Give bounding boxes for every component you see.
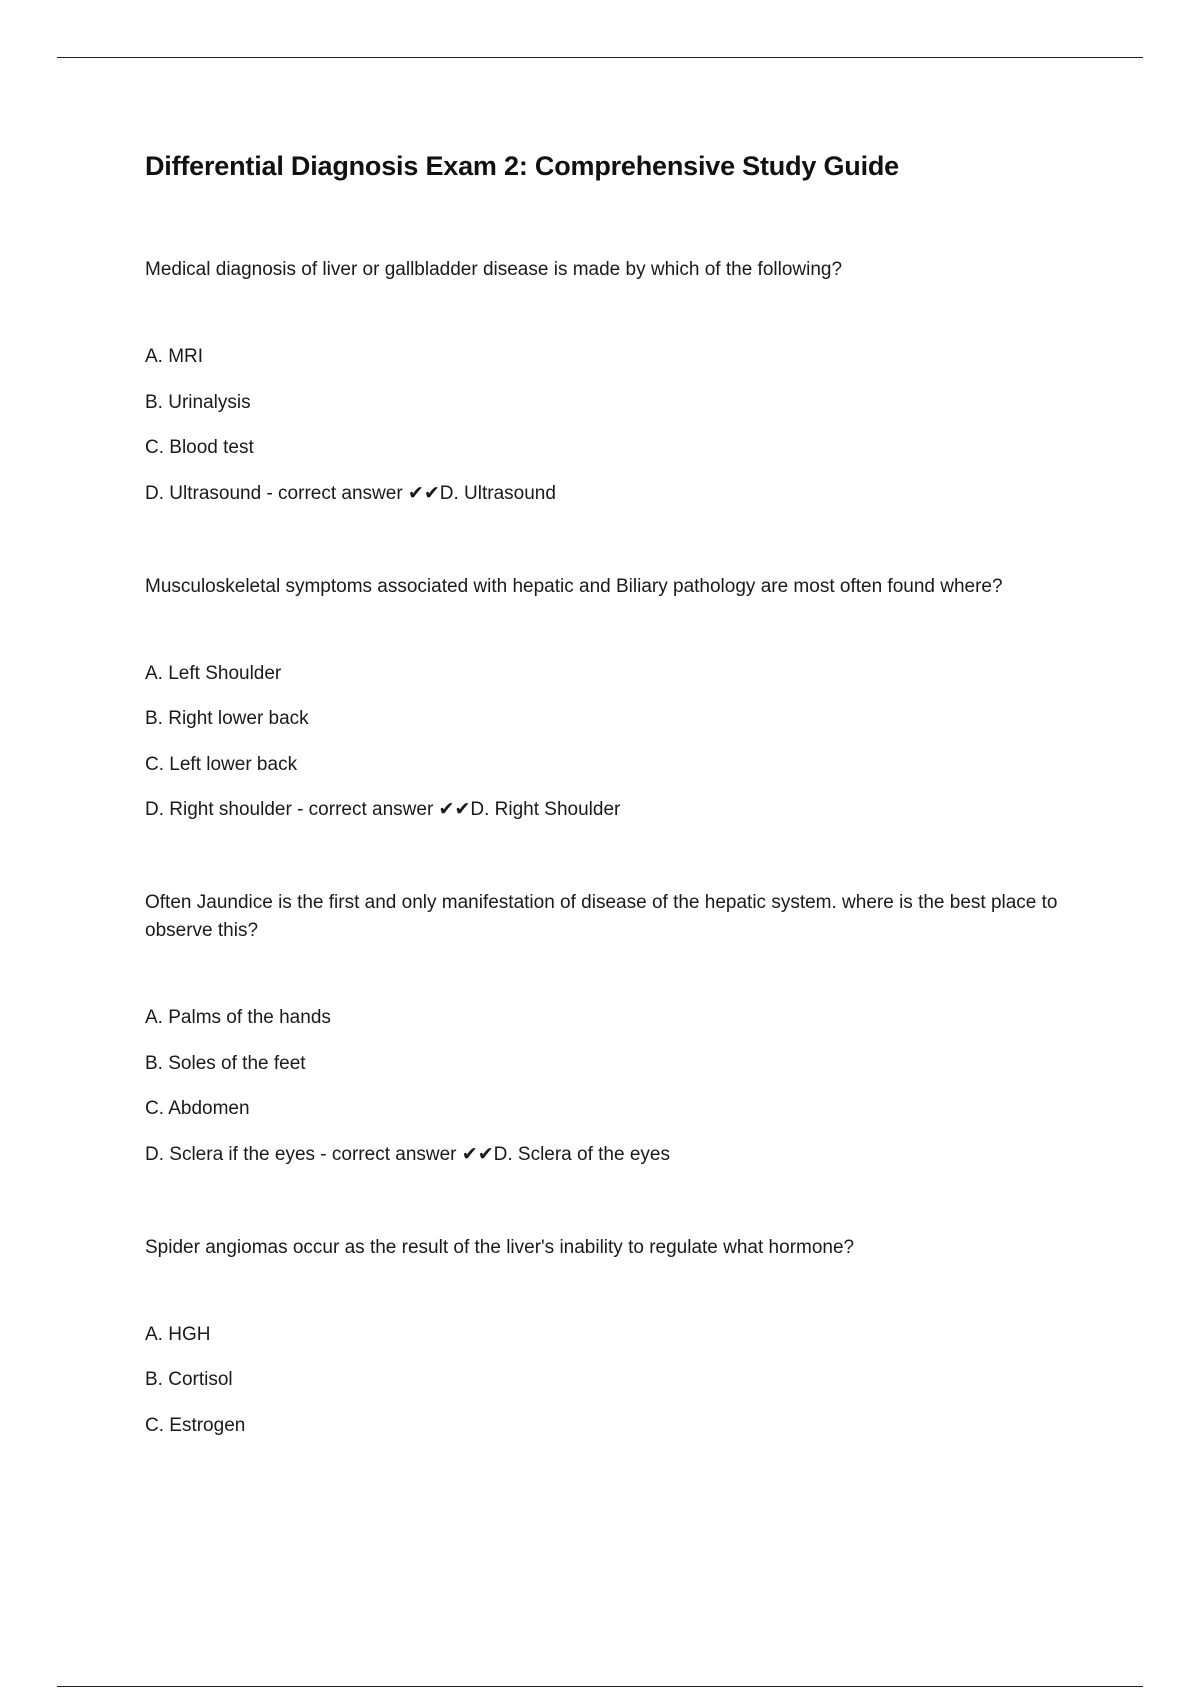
option-b: B. Urinalysis xyxy=(145,391,251,413)
bottom-rule xyxy=(57,1686,1143,1687)
question-text: Musculoskeletal symptoms associated with hepatic and Biliary pathology are most often found where? xyxy=(145,575,1003,597)
question-text: Often Jaundice is the first and only manifestation of disease of the hepatic system. where is the best place to observe this? xyxy=(145,892,1058,941)
option-d-answer: D. Sclera if the eyes - correct answer ✔✔D. Sclera of the eyes xyxy=(145,1143,670,1165)
option-a: A. Left Shoulder xyxy=(145,662,282,684)
top-rule xyxy=(57,57,1143,58)
document-body xyxy=(145,148,1085,1505)
question-2 xyxy=(145,573,1085,824)
question-1 xyxy=(145,256,1085,507)
option-c: C. Estrogen xyxy=(145,1414,246,1436)
option-b: B. Soles of the feet xyxy=(145,1052,306,1074)
question-3 xyxy=(145,889,1085,1168)
answer-options xyxy=(145,661,1085,824)
option-a: A. MRI xyxy=(145,346,204,367)
option-c: C. Blood test xyxy=(145,437,254,458)
option-c: C. Abdomen xyxy=(145,1098,250,1119)
document-title: Differential Diagnosis Exam 2: Comprehensive Study Guide xyxy=(145,151,899,181)
option-d-answer: D. Ultrasound - correct answer ✔✔D. Ultrasound xyxy=(145,482,556,504)
answer-options xyxy=(145,1005,1085,1168)
option-a: A. Palms of the hands xyxy=(145,1007,331,1028)
option-b: B. Cortisol xyxy=(145,1369,233,1390)
question-4 xyxy=(145,1234,1085,1439)
question-text: Spider angiomas occur as the result of the liver's inability to regulate what hormone? xyxy=(145,1236,855,1258)
question-text: Medical diagnosis of liver or gallbladder disease is made by which of the following? xyxy=(145,259,843,280)
option-c: C. Left lower back xyxy=(145,753,298,775)
answer-options xyxy=(145,1322,1085,1439)
option-d-answer: D. Right shoulder - correct answer ✔✔D. Right Shoulder xyxy=(145,799,621,820)
option-b: B. Right lower back xyxy=(145,708,309,729)
answer-options xyxy=(145,344,1085,507)
option-a: A. HGH xyxy=(145,1323,211,1345)
